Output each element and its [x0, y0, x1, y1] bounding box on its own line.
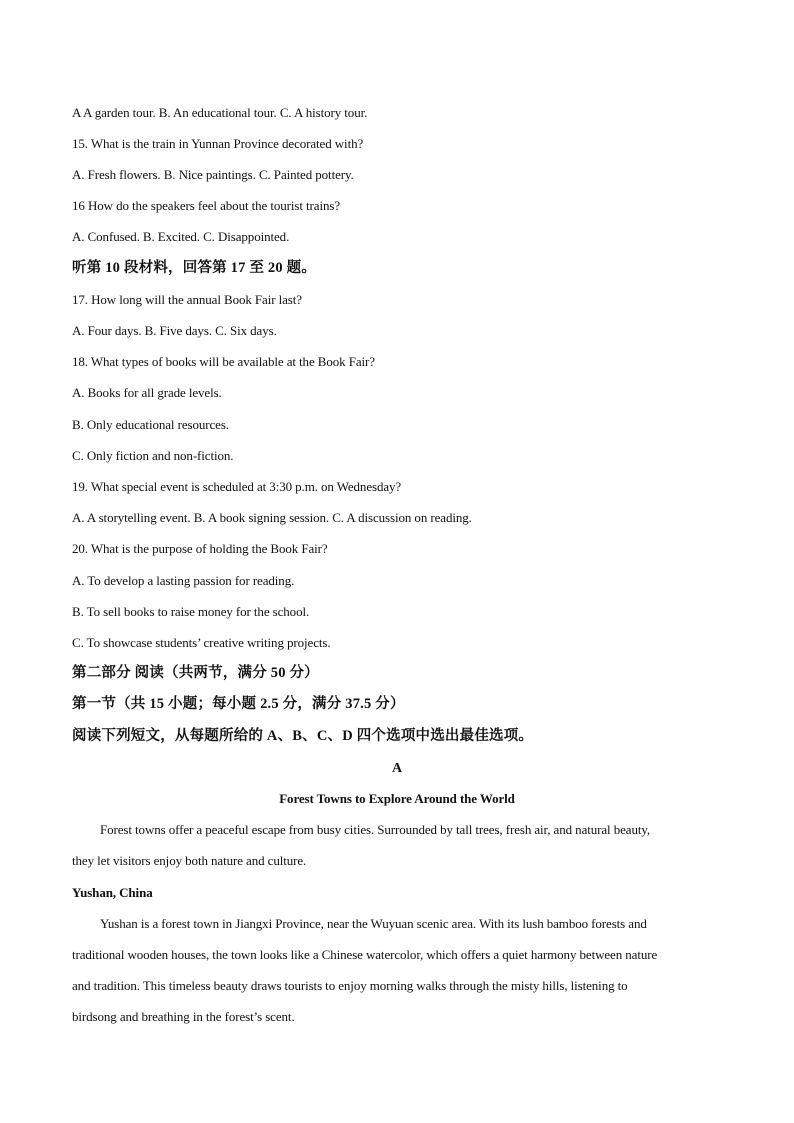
question-15: 15. What is the train in Yunnan Province decorated with? — [72, 136, 364, 151]
question-17: 17. How long will the annual Book Fair last? — [72, 292, 302, 307]
answer-option-q18-c: C. Only fiction and non-fiction. — [72, 448, 234, 463]
answer-options-q14: A A garden tour. B. An educational tour. C. A history tour. — [72, 105, 368, 120]
answer-option-q20-c: C. To showcase students’ creative writing projects. — [72, 635, 331, 650]
paragraph-yushan-line-4: birdsong and breathing in the forest’s scent. — [72, 1009, 295, 1024]
answer-option-q18-a: A. Books for all grade levels. — [72, 385, 222, 400]
paragraph-yushan-line-3: and tradition. This timeless beauty draws tourists to enjoy morning walks through the misty hills, listening to — [72, 978, 628, 993]
paragraph-intro-line-1: Forest towns offer a peaceful escape from busy cities. Surrounded by tall trees, fresh air, and natural beauty, — [100, 822, 651, 837]
answer-options-q16: A. Confused. B. Excited. C. Disappointed. — [72, 229, 290, 244]
question-16: 16 How do the speakers feel about the tourist trains? — [72, 198, 340, 213]
paragraph-yushan-line-2: traditional wooden houses, the town looks like a Chinese watercolor, which offers a quiet harmony between nature — [72, 947, 658, 962]
answer-options-q17: A. Four days. B. Five days. C. Six days. — [72, 323, 277, 338]
answer-options-q15: A. Fresh flowers. B. Nice paintings. C. Painted pottery. — [72, 167, 354, 182]
reading-instruction: 阅读下列短文，从每题所给的 A、B、C、D 四个选项中选出最佳选项。 — [72, 728, 534, 744]
answer-option-q18-b: B. Only educational resources. — [72, 417, 229, 432]
answer-option-q20-a: A. To develop a lasting passion for reading. — [72, 573, 295, 588]
paragraph-intro-line-2: they let visitors enjoy both nature and culture. — [72, 853, 307, 868]
subheading-yushan: Yushan, China — [72, 885, 153, 900]
question-18: 18. What types of books will be available at the Book Fair? — [72, 354, 375, 369]
part-two-heading: 第二部分 阅读（共两节，满分 50 分） — [72, 665, 319, 681]
paragraph-yushan-line-1: Yushan is a forest town in Jiangxi Province, near the Wuyuan scenic area. With its lush bamboo forests and — [100, 916, 647, 931]
question-19: 19. What special event is scheduled at 3:30 p.m. on Wednesday? — [72, 479, 402, 494]
section-instruction-passage-10: 听第 10 段材料，回答第 17 至 20 题。 — [72, 260, 317, 276]
passage-label: A — [391, 761, 402, 776]
answer-option-q20-b: B. To sell books to raise money for the school. — [72, 604, 310, 619]
question-20: 20. What is the purpose of holding the Book Fair? — [72, 541, 328, 556]
section-one-heading: 第一节（共 15 小题；每小题 2.5 分，满分 37.5 分） — [72, 696, 405, 712]
passage-title: Forest Towns to Explore Around the World — [279, 791, 515, 806]
answer-options-q19: A. A storytelling event. B. A book signing session. C. A discussion on reading. — [72, 510, 472, 525]
